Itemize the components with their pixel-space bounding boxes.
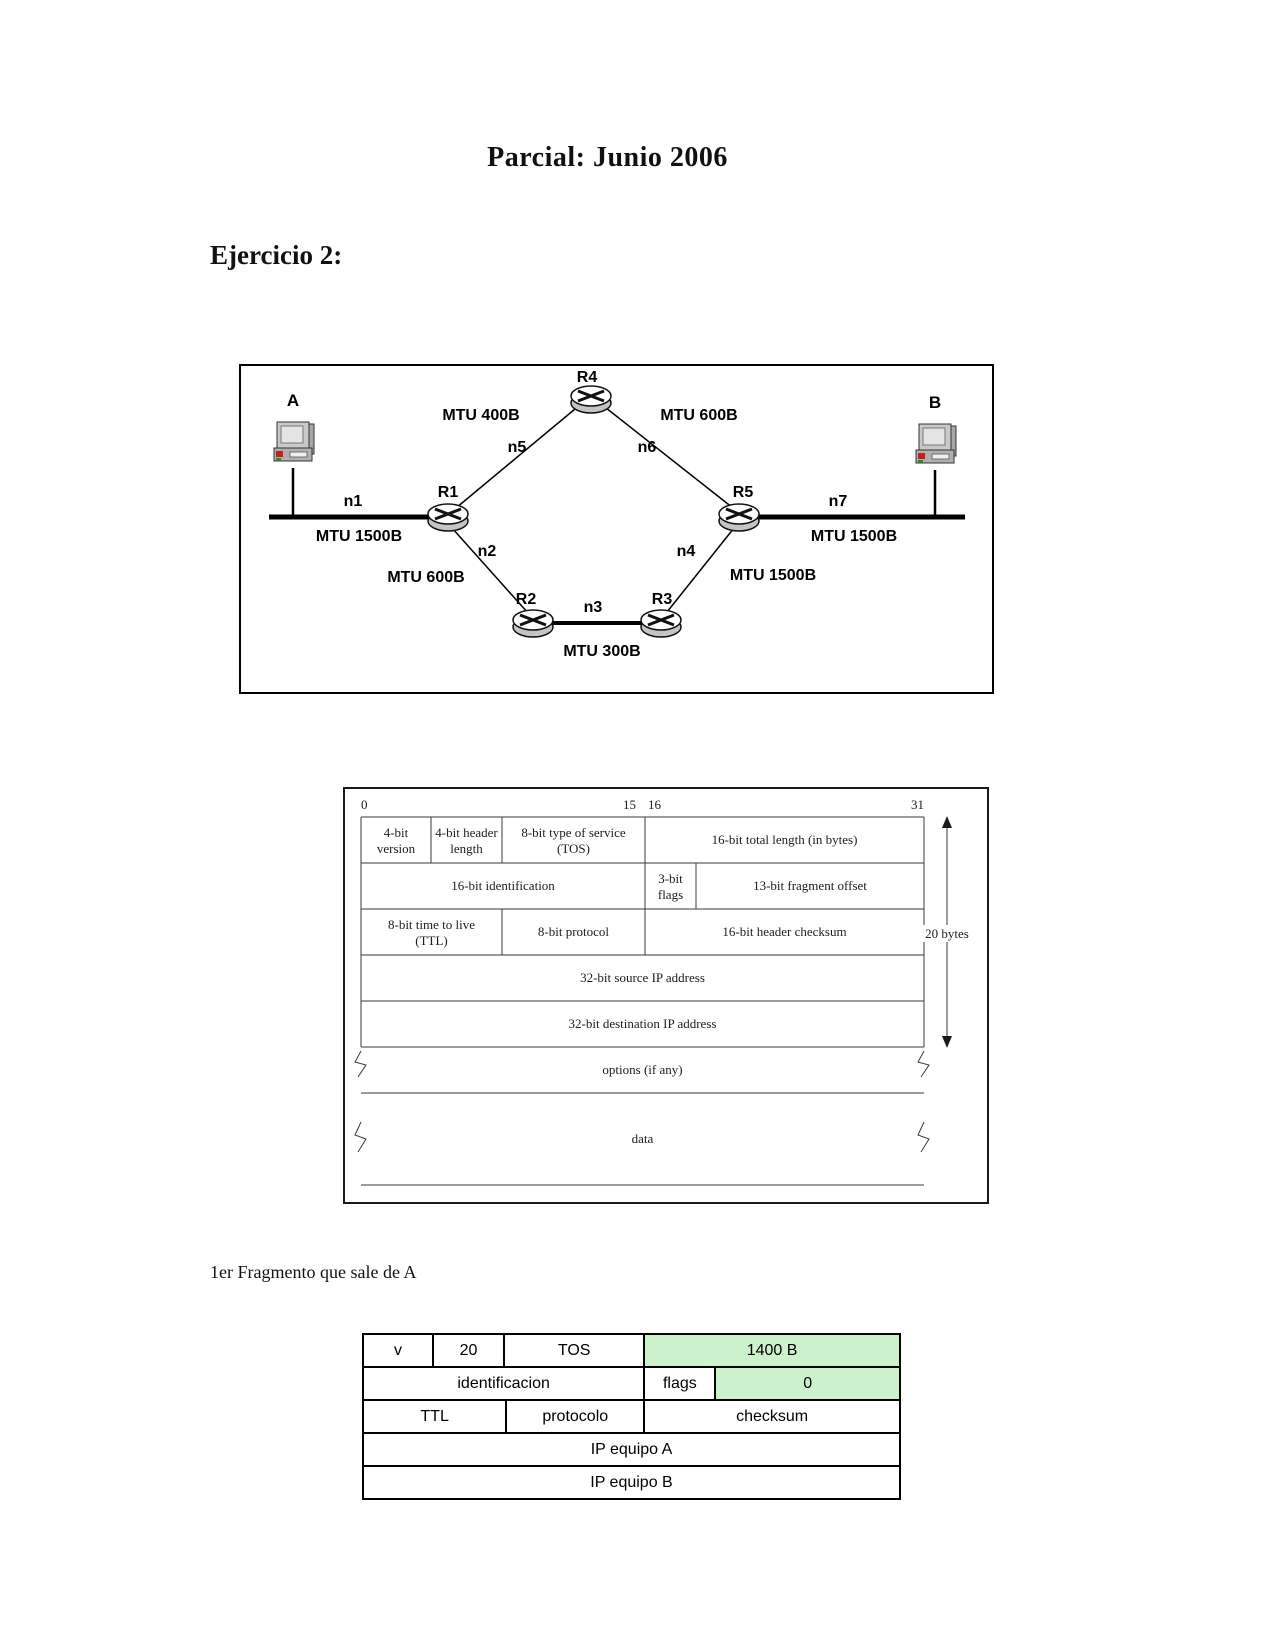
table-row bbox=[364, 1335, 899, 1366]
bit-16-label: 16 bbox=[648, 797, 661, 812]
fragment-cell-total-length: 1400 B bbox=[643, 1335, 899, 1366]
data-right-break bbox=[918, 1122, 929, 1152]
mtu-n3-label: MTU 300B bbox=[563, 643, 641, 660]
router-r5-label: R5 bbox=[732, 484, 754, 501]
router-r1-icon bbox=[428, 504, 468, 531]
header-cell-protocol: 8-bit protocol bbox=[537, 924, 610, 939]
bit-31-label: 31 bbox=[911, 797, 924, 812]
header-cell-options: options (if any) bbox=[602, 1062, 683, 1077]
mtu-n7-label: MTU 1500B bbox=[810, 528, 898, 545]
router-r5-icon bbox=[719, 504, 759, 531]
header-cell-source-ip: 32-bit source IP address bbox=[580, 970, 705, 985]
header-cell-data: data bbox=[631, 1131, 654, 1146]
mtu-n1-label: MTU 1500B bbox=[315, 528, 403, 545]
section-heading: Ejercicio 2: bbox=[210, 240, 343, 270]
header-cell-version-line2: version bbox=[376, 841, 416, 856]
header-cell-tos-line1: 8-bit type of service bbox=[521, 825, 626, 840]
bytes-size-label: 20 bytes bbox=[925, 926, 969, 941]
header-cell-version-line1: 4-bit bbox=[383, 825, 409, 840]
header-cell-tos-line2: (TOS) bbox=[557, 841, 590, 856]
fragment-cell-ttl: TTL bbox=[420, 1407, 449, 1425]
header-cell-hlen-line2: length bbox=[450, 841, 483, 856]
net-n6-label: n6 bbox=[637, 439, 657, 456]
fragment-cell-flags: flags bbox=[643, 1368, 714, 1399]
ip-header-canvas bbox=[345, 789, 987, 1202]
router-r2-label: R2 bbox=[515, 591, 537, 608]
ip-header-figure bbox=[343, 787, 989, 1204]
header-cell-total-length: 16-bit total length (in bytes) bbox=[711, 832, 858, 847]
net-n2-label: n2 bbox=[477, 543, 497, 560]
fragment-cell-identification: identificacion bbox=[457, 1374, 550, 1392]
net-n4-label: n4 bbox=[676, 543, 696, 560]
bit-0-label: 0 bbox=[361, 797, 368, 812]
router-r4-label: R4 bbox=[576, 369, 598, 386]
fragment-cell-ip-b: IP equipo B bbox=[590, 1473, 673, 1491]
host-b-label: B bbox=[928, 393, 942, 412]
table-row bbox=[364, 1366, 899, 1399]
fragment-cell-header-length: 20 bbox=[432, 1335, 503, 1366]
fragment-cell-tos: TOS bbox=[503, 1335, 643, 1366]
header-cell-ttl-line1: 8-bit time to live bbox=[387, 917, 476, 932]
net-n7-label: n7 bbox=[828, 493, 848, 510]
mtu-n6-label: MTU 600B bbox=[660, 407, 738, 424]
mtu-n4-label: MTU 1500B bbox=[729, 567, 817, 584]
router-r3-icon bbox=[641, 610, 681, 637]
host-a-label: A bbox=[286, 391, 300, 410]
router-r4-icon bbox=[571, 386, 611, 413]
header-cell-checksum: 16-bit header checksum bbox=[722, 924, 847, 939]
router-r3-label: R3 bbox=[651, 591, 673, 608]
fragment-cell-version: v bbox=[393, 1341, 402, 1359]
net-n5-label: n5 bbox=[507, 439, 527, 456]
mtu-n2-label: MTU 600B bbox=[387, 569, 465, 586]
net-n1-label: n1 bbox=[343, 493, 363, 510]
table-row bbox=[364, 1432, 899, 1465]
bit-15-label: 15 bbox=[623, 797, 636, 812]
router-r2-icon bbox=[513, 610, 553, 637]
fragment-caption: 1er Fragmento que sale de A bbox=[210, 1262, 417, 1282]
header-cell-flags-line1: 3-bit bbox=[658, 871, 683, 886]
fragment-cell-offset: 0 bbox=[714, 1368, 899, 1399]
page-title: Parcial: Junio 2006 bbox=[487, 142, 728, 173]
table-row bbox=[364, 1399, 899, 1432]
network-topology-figure bbox=[239, 364, 994, 694]
options-left-break bbox=[355, 1051, 366, 1077]
header-cell-flags-line2: flags bbox=[657, 887, 684, 902]
data-left-break bbox=[355, 1122, 366, 1152]
host-a-computer-icon bbox=[274, 422, 314, 461]
table-row bbox=[364, 1465, 899, 1498]
header-cell-hlen-line1: 4-bit header bbox=[435, 825, 498, 840]
host-b-computer-icon bbox=[916, 424, 956, 463]
header-cell-frag-offset: 13-bit fragment offset bbox=[753, 878, 867, 893]
header-cell-identification: 16-bit identification bbox=[451, 878, 555, 893]
header-cell-destination-ip: 32-bit destination IP address bbox=[568, 1016, 717, 1031]
mtu-n5-label: MTU 400B bbox=[442, 407, 520, 424]
header-cell-ttl-line2: (TTL) bbox=[415, 933, 448, 948]
options-right-break bbox=[918, 1051, 929, 1077]
network-topology-canvas bbox=[241, 366, 992, 692]
router-r1-label: R1 bbox=[437, 484, 459, 501]
fragment-table bbox=[362, 1333, 901, 1500]
fragment-cell-protocol: protocolo bbox=[505, 1401, 643, 1432]
link-n4-line bbox=[667, 528, 734, 612]
fragment-cell-ip-a: IP equipo A bbox=[590, 1440, 673, 1458]
net-n3-label: n3 bbox=[583, 599, 603, 616]
fragment-cell-checksum: checksum bbox=[643, 1401, 899, 1432]
